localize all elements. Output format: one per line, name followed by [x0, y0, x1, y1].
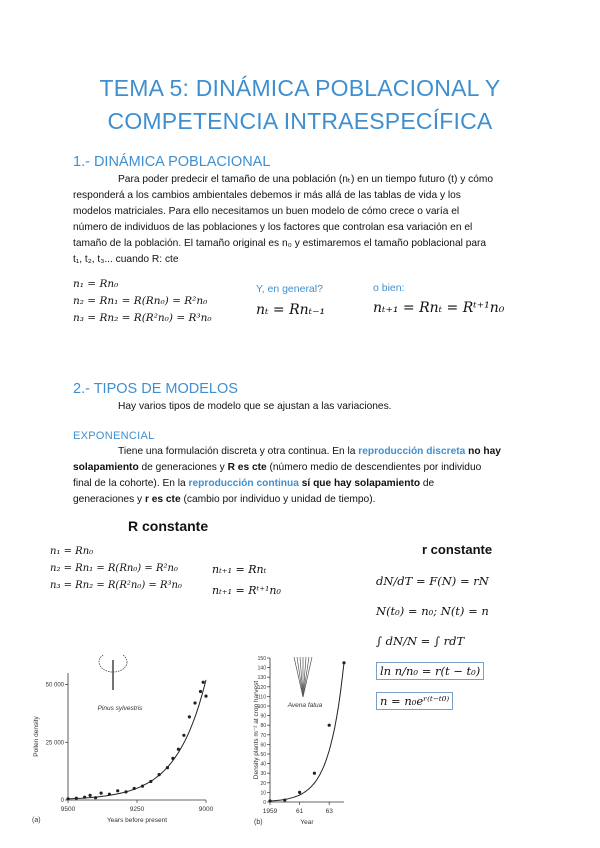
data-point [328, 724, 331, 727]
data-point [75, 797, 78, 800]
y-tick-label: 25 000 [45, 740, 64, 747]
section-1-heading: 1.- DINÁMICA POBLACIONAL [73, 154, 271, 170]
R-general-equations [212, 559, 281, 601]
y-tick-label: 30 [260, 771, 266, 778]
obien-label: o bien: [373, 282, 405, 294]
x-axis-label: Years before present [106, 817, 168, 824]
page-title [0, 72, 600, 138]
text-run: de [420, 478, 435, 489]
equation: dN/dT = F(N) = rN [376, 574, 489, 588]
exponencial-paragraph [73, 444, 533, 508]
grass-blade-icon [303, 657, 309, 697]
title-line-1: TEMA 5: DINÁMICA POBLACIONAL Y [99, 75, 501, 101]
data-point [342, 661, 345, 664]
equation-boxed [376, 656, 489, 686]
equation: n₃ = Rn₂ = R(R²n₀) = R³n₀ [50, 580, 182, 591]
equation: N(t₀) = n₀; N(t) = n [376, 604, 489, 618]
y-tick-label: 90 [260, 713, 266, 720]
text-run: (número medio de descendientes por individuo [266, 462, 482, 473]
x-tick-label: 9500 [60, 806, 76, 813]
para-line: número de individuos de las poblaciones y los factores que controlan esa variación en el [73, 222, 473, 233]
y-tick-label: 10 [260, 790, 266, 797]
data-point [116, 789, 119, 792]
para-line: responderá a los cambios ambientales debemos ir más allá de las tablas de vida y los [73, 190, 461, 201]
data-point [141, 785, 144, 788]
para-line [73, 492, 533, 508]
data-point [298, 791, 301, 794]
data-point [149, 780, 152, 783]
r-equations [376, 566, 489, 716]
x-tick-label: 63 [325, 808, 333, 815]
para-line: Para poder predecir el tamaño de una población (nₜ) en un tiempo futuro (t) y cómo [118, 174, 494, 185]
data-point [100, 792, 103, 795]
bold-term: r es cte [144, 494, 181, 505]
para-line: modelos matriciales. Para ello necesitamos un buen modelo de cómo crece o varía el [73, 206, 460, 217]
section-1-paragraph [73, 172, 533, 268]
y-tick-label: 20 [260, 780, 266, 787]
equation-box: n = n₀eʳ⁽ᵗ⁻ᵗ⁰⁾ [376, 692, 453, 710]
data-point [171, 757, 174, 760]
x-tick-label: 1959 [262, 808, 278, 815]
y-axis-label: Pollen density [33, 716, 40, 757]
obien-equation: nₜ₊₁ = Rnₜ = Rᵗ⁺¹n₀ [373, 300, 505, 316]
R-equations [50, 543, 182, 594]
section-2-intro: Hay varios tipos de modelo que se ajustan a las variaciones. [118, 401, 392, 412]
y-tick-label: 140 [257, 665, 266, 672]
para-line: t₁, t₂, t₃... cuando R: cte [73, 254, 179, 265]
equation: n₃ = Rn₂ = R(R²n₀) = R³n₀ [73, 312, 212, 324]
data-point [177, 748, 180, 751]
chart-b-avena [248, 652, 348, 830]
panel-label: (a) [32, 817, 41, 824]
equation: n₁ = Rn₀ [73, 278, 119, 290]
general-equation: nₜ = Rnₜ₋₁ [256, 302, 326, 318]
x-tick-label: 9000 [198, 806, 214, 813]
equation: n₁ = Rn₀ [50, 546, 94, 557]
data-point [283, 799, 286, 802]
data-point [66, 797, 69, 800]
heading-text: R constante [128, 518, 209, 534]
x-tick-label: 61 [295, 808, 304, 815]
y-tick-label: 130 [257, 675, 266, 682]
data-point [89, 794, 92, 797]
y-tick-label: 0 [263, 800, 266, 806]
data-point [94, 796, 97, 799]
para-line [73, 476, 533, 492]
bold-term: no hay [465, 446, 501, 457]
bold-term: R es cte [227, 462, 267, 473]
species-label: Avena fatua [287, 702, 323, 709]
text-run: generaciones y [73, 494, 145, 505]
equation: n₂ = Rn₁ = R(Rn₀) = R²n₀ [73, 295, 208, 307]
data-point [108, 793, 111, 796]
y-tick-label: 0 [60, 798, 64, 804]
data-point [83, 796, 86, 799]
r-constante-heading [422, 542, 492, 557]
data-point [313, 772, 316, 775]
equation: nₜ₊₁ = Rnₜ [212, 563, 267, 576]
y-tick-label: 50 [260, 752, 266, 758]
para-line [73, 460, 533, 476]
highlight-term: reproducción continua [188, 478, 299, 489]
chart-a-pinus [28, 655, 228, 825]
data-point [133, 787, 136, 790]
equation: ∫ dN/N = ∫ rdT [376, 634, 465, 648]
fitted-curve [270, 663, 344, 801]
data-point [268, 799, 271, 802]
bold-term: solapamiento [73, 462, 139, 473]
text-run: final de la cohorte). En la [73, 478, 189, 489]
x-axis-label: Year [300, 819, 314, 826]
data-point [182, 734, 185, 737]
data-point [166, 766, 169, 769]
x-tick-label: 9250 [129, 806, 145, 813]
text-run: Tiene una formulación discreta y otra continua. En la [118, 446, 359, 457]
y-tick-label: 150 [257, 656, 266, 662]
y-tick-label: 70 [260, 732, 266, 739]
para-line [73, 444, 533, 460]
y-tick-label: 110 [258, 694, 266, 701]
species-label: Pinus sylvestris [97, 705, 143, 712]
y-tick-label: 100 [257, 704, 266, 710]
heading-text: r constante [422, 542, 493, 557]
y-tick-label: 80 [260, 723, 266, 730]
data-point [202, 681, 205, 684]
data-point [199, 690, 202, 693]
bold-term: sí que hay solapamiento [298, 478, 421, 489]
equation-box: ln n/n₀ = r(t − t₀) [376, 662, 484, 680]
grass-blade-icon [297, 657, 303, 697]
y-tick-label: 40 [260, 761, 266, 768]
para-line: tamaño de la población. El tamaño original es n₀ y estimaremos el tamaño poblacional para [73, 238, 487, 249]
y-tick-label: 50 000 [45, 682, 64, 689]
fitted-curve [68, 680, 206, 799]
equation-boxed [376, 686, 489, 716]
data-point [193, 701, 196, 704]
exponencial-heading: EXPONENCIAL [73, 430, 155, 442]
section-2-heading: 2.- TIPOS DE MODELOS [73, 381, 238, 397]
y-tick-label: 60 [260, 742, 266, 749]
data-point [124, 790, 127, 793]
y-axis-label: Density plants m⁻² at crop harvest [253, 680, 260, 780]
general-label: Y, en general? [256, 283, 323, 295]
R-constante-heading [128, 518, 208, 534]
title-line-2: COMPETENCIA INTRAESPECÍFICA [107, 108, 493, 134]
text-run: de generaciones y [138, 462, 228, 473]
data-point [158, 773, 161, 776]
data-point [188, 715, 191, 718]
text-run: (cambio por individuo y unidad de tiempo). [180, 494, 376, 505]
y-tick-label: 120 [257, 684, 266, 691]
panel-label: (b) [254, 819, 263, 826]
equation: nₜ₊₁ = Rᵗ⁺¹n₀ [212, 584, 281, 597]
highlight-term: reproducción discreta [358, 446, 466, 457]
equation: n₂ = Rn₁ = R(Rn₀) = R²n₀ [50, 563, 178, 574]
equation-block-discrete [73, 276, 212, 327]
data-point [204, 695, 207, 698]
